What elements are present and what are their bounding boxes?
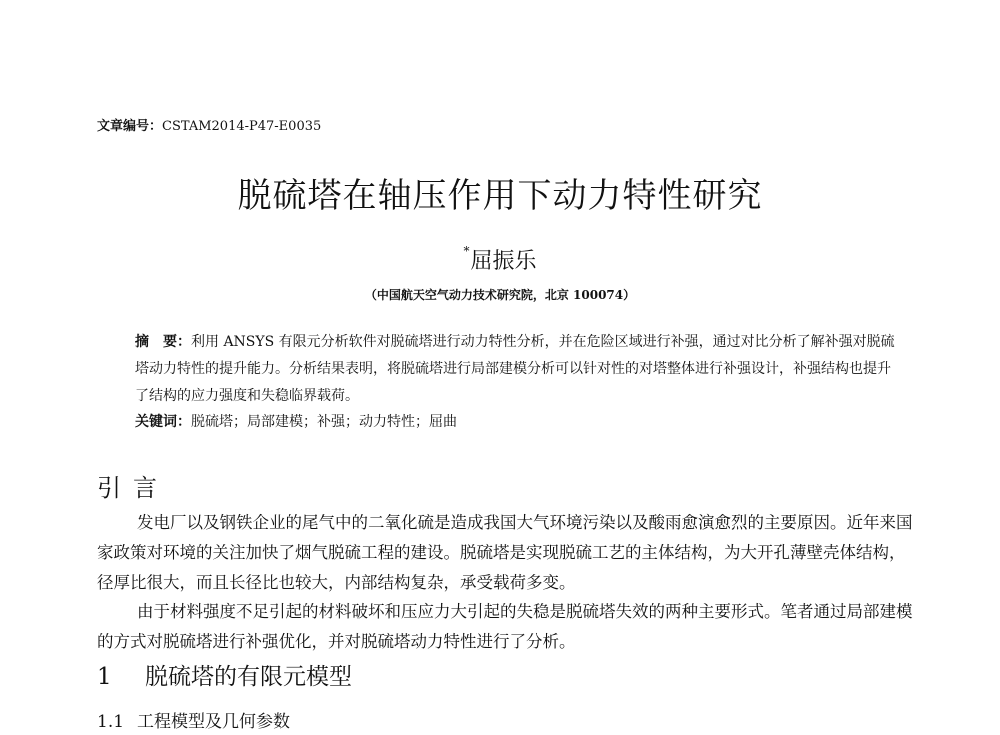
article-number-label: 文章编号： (97, 119, 163, 134)
abstract (135, 329, 895, 410)
author-marker: * (463, 244, 470, 258)
intro-paragraph-1: 发电厂以及钢铁企业的尾气中的二氧化硫是造成我国大气环境污染以及酸雨愈演愈烈的主要原因。近年来国家政策对环境的关注加快了烟气脱硫工程的建设。脱硫塔是实现脱硫工艺的主体结构，为大开孔薄壁壳体结构，径厚比很大，而且长径比也较大，内部结构复杂，承受载荷多变。 (97, 513, 913, 592)
section-1-1-heading (97, 707, 290, 732)
article-number (97, 115, 321, 134)
paper-title: 脱硫塔在轴压作用下动力特性研究 (237, 176, 763, 216)
section-1-heading (97, 658, 352, 691)
keywords-label: 关键词： (135, 414, 191, 430)
intro-paragraph-2: 由于材料强度不足引起的材料破坏和压应力大引起的失稳是脱硫塔失效的两种主要形式。笔者通过局部建模的方式对脱硫塔进行补强优化，并对脱硫塔动力特性进行了分析。 (97, 602, 913, 651)
author-name: 屈振乐 (470, 249, 537, 274)
section-1-1-title: 工程模型及几何参数 (137, 712, 290, 732)
intro-heading: 引言 (97, 474, 169, 502)
section-1-number: 1 (97, 664, 112, 690)
author-line (0, 244, 1000, 275)
article-number-value: CSTAM2014-P47-E0035 (162, 119, 322, 134)
keywords (135, 409, 895, 436)
keywords-text: 脱硫塔；局部建模；补强；动力特性；屈曲 (191, 414, 457, 430)
section-1-title: 脱硫塔的有限元模型 (145, 664, 352, 690)
abstract-label: 摘 要： (135, 334, 191, 350)
abstract-text: 利用 ANSYS 有限元分析软件对脱硫塔进行动力特性分析，并在危险区域进行补强，通过对比分析了解补强对脱硫塔动力特性的提升能力。分析结果表明，将脱硫塔进行局部建模分析可以针对性的对塔整体进行补强设计，补强结构也提升了结构的应力强度和失稳临界载荷。 (135, 334, 895, 404)
affiliation: （中国航天空气动力技术研究院，北京 100074） (364, 288, 636, 302)
section-1-1-number: 1.1 (97, 712, 125, 732)
